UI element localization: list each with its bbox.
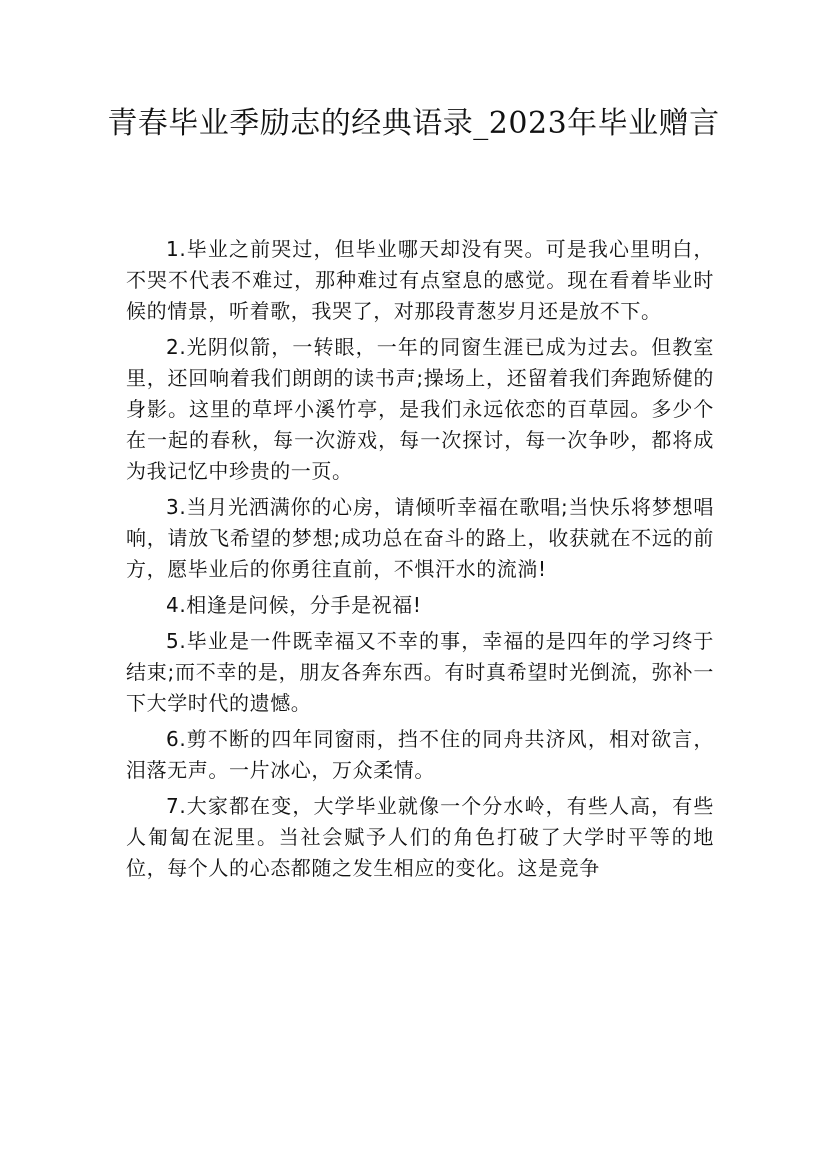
paragraph-6: 6.剪不断的四年同窗雨，挡不住的同舟共济风，相对欲言，泪落无声。一片冰心，万众柔情。	[126, 727, 714, 782]
paragraph-5: 5.毕业是一件既幸福又不幸的事，幸福的是四年的学习终于结束;而不幸的是，朋友各奔东西。有时真希望时光倒流，弥补一下大学时代的遗憾。	[126, 629, 714, 715]
document-body	[126, 234, 714, 889]
paragraph-7: 7.大家都在变，大学毕业就像一个分水岭，有些人高，有些人匍匐在泥里。当社会赋予人们的角色打破了大学时平等的地位，每个人的心态都随之发生相应的变化。这是竞争	[126, 794, 714, 880]
paragraph-3: 3.当月光洒满你的心房，请倾听幸福在歌唱;当快乐将梦想唱响，请放飞希望的梦想;成功总在奋斗的路上，收获就在不远的前方，愿毕业后的你勇往直前，不惧汗水的流淌!	[126, 495, 714, 581]
paragraph-1: 1.毕业之前哭过，但毕业哪天却没有哭。可是我心里明白，不哭不代表不难过，那种难过有点窒息的感觉。现在看着毕业时候的情景，听着歌，我哭了，对那段青葱岁月还是放不下。	[126, 237, 714, 323]
document-title: 青春毕业季励志的经典语录_2023年毕业赠言	[107, 106, 720, 141]
paragraph-2: 2.光阴似箭，一转眼，一年的同窗生涯已成为过去。但教室里，还回响着我们朗朗的读书声;操场上，还留着我们奔跑矫健的身影。这里的草坪小溪竹亭，是我们永远依恋的百草园。多少个在一起的春秋，每一次游戏，每一次探讨，每一次争吵，都将成为我记忆中珍贵的一页。	[126, 335, 714, 483]
paragraph-4: 4.相逢是问候，分手是祝福!	[166, 593, 422, 617]
